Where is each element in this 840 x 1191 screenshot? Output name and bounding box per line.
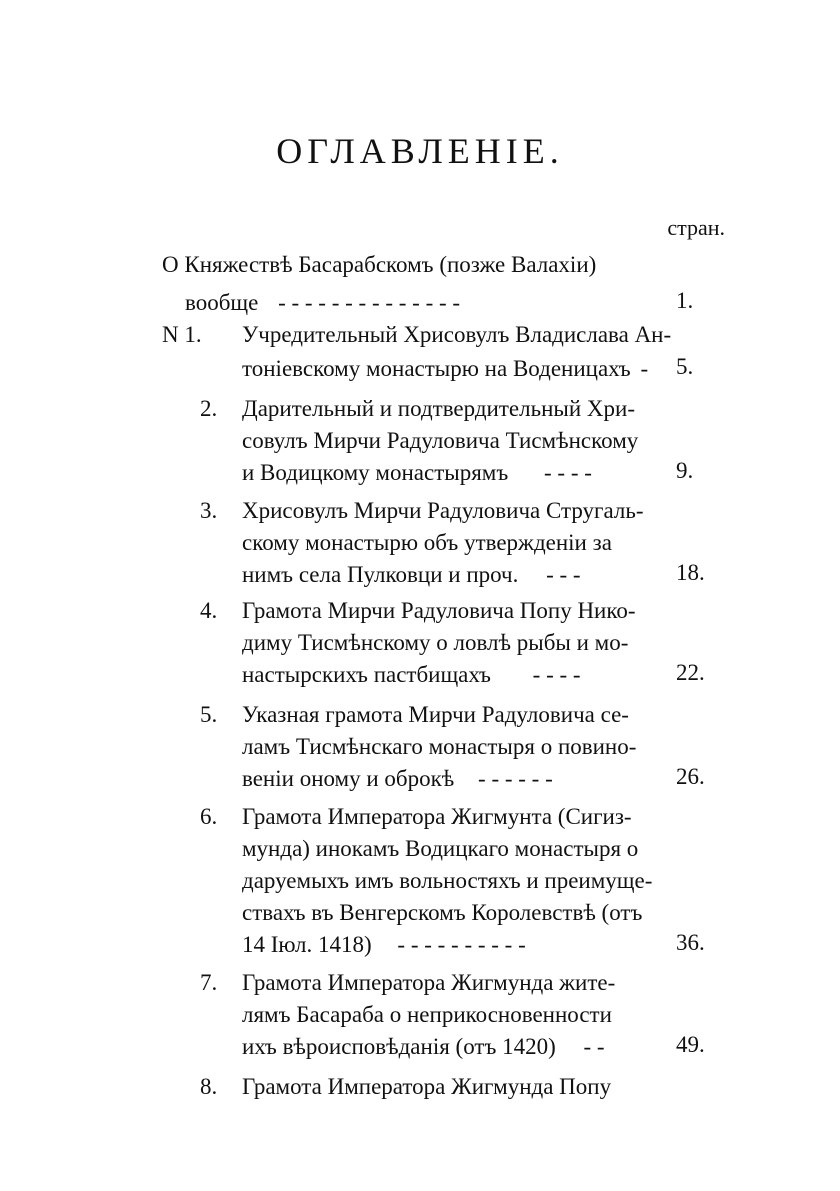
entry-label: 4. [200, 598, 218, 623]
leader-dots: - - - - [544, 460, 592, 485]
page-number: 5. [676, 354, 694, 379]
entry-line: мунда) инокамъ Водицкаго монастыря о [242, 836, 639, 861]
entry-line: скому монастырю объ утвержденіи за [242, 530, 612, 555]
entry-line: и Водицкому монастырямъ - - - - [242, 460, 592, 485]
leader-dots: - - - [546, 562, 581, 587]
page-number: 18. [676, 560, 705, 585]
entry-line: О Княжествѣ Басарабскомъ (позже Валахіи) [162, 252, 597, 277]
entry-line: нимъ села Пулковци и проч. - - - [242, 562, 581, 587]
page-number: 22. [676, 660, 705, 685]
entry-line: Указная грамота Мирчи Радуловича се- [242, 702, 629, 727]
entry-line: Грамота Императора Жигмунда Попу [242, 1074, 612, 1099]
entry-line: тоніевскому монастырю на Воденицахъ - [242, 356, 649, 381]
leader-dots: - - - - - - - - - - - - - - [278, 290, 461, 315]
entry-line: ихъ вѣроисповѣданія (отъ 1420) - - [242, 1034, 605, 1059]
entry-line: настырскихъ пастбищахъ - - - - [242, 662, 581, 687]
page-column-header: стран. [667, 215, 725, 240]
leader-dots: - - - - - - - - - - [397, 932, 526, 957]
entry-line: Хрисовулъ Мирчи Радуловича Стругаль- [242, 498, 644, 523]
entry-label: 5. [200, 702, 218, 727]
entry-line: диму Тисмѣнскому о ловлѣ рыбы и мо- [242, 630, 629, 655]
page-number: 49. [676, 1032, 705, 1057]
leader-dots: - - - - - - [478, 766, 553, 791]
entry-line: Учредительный Хрисовулъ Владислава Ан- [242, 322, 672, 347]
leader-dots: - - [583, 1034, 605, 1059]
entry-label: 8. [200, 1074, 218, 1099]
entry-line: лямъ Басараба о неприкосновенности [242, 1002, 612, 1027]
entry-label: 2. [200, 396, 218, 421]
entry-line: Грамота Мирчи Радуловича Попу Нико- [242, 598, 636, 623]
page-number: 26. [676, 764, 705, 789]
page-title: ОГЛАВЛЕНІЕ. [276, 131, 564, 171]
entry-line: ламъ Тисмѣнскаго монастыря о повино- [242, 734, 637, 759]
entry-line: даруемыхъ имъ вольностяхъ и преимуще- [242, 868, 653, 893]
entry-label: 6. [200, 804, 218, 829]
page-number: 1. [676, 288, 694, 313]
entry-line: Дарительный и подтвердительный Хри- [242, 396, 635, 421]
leader-dots: - [640, 356, 649, 381]
entry-line: веніи оному и оброкѣ - - - - - - [242, 766, 553, 791]
entry-label: 3. [200, 498, 218, 523]
entry-line: 14 Іюл. 1418) - - - - - - - - - - [242, 932, 526, 957]
entry-line: вообще - - - - - - - - - - - - - - [185, 290, 461, 315]
entry-line: Грамота Императора Жигмунта (Сигиз- [242, 804, 632, 829]
page-number: 9. [676, 458, 694, 483]
entry-label: 7. [200, 970, 218, 995]
page-number: 36. [676, 930, 705, 955]
leader-dots: - - - - [532, 662, 581, 687]
entry-line: совулъ Мирчи Радуловича Тисмѣнскому [242, 428, 639, 453]
entry-line: Грамота Императора Жигмунда жите- [242, 970, 616, 995]
entry-label: N 1. [162, 322, 202, 347]
entry-line: ствахъ въ Венгерскомъ Королевствѣ (отъ [242, 900, 643, 925]
